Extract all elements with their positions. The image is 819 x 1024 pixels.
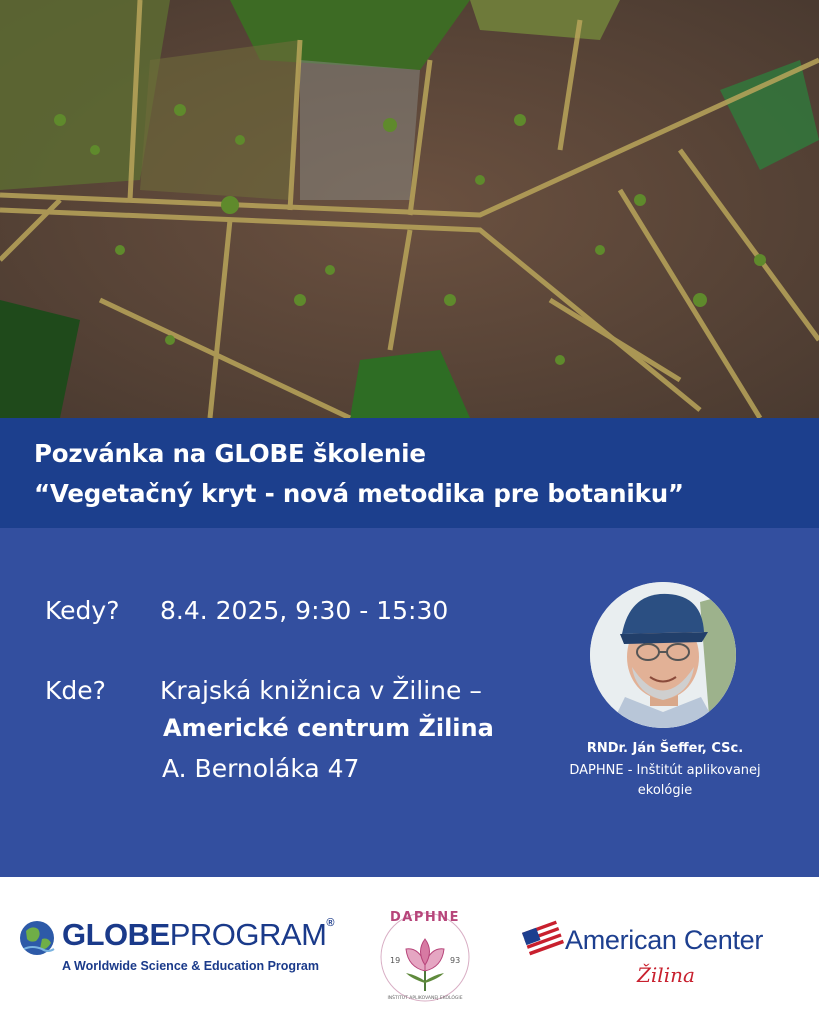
daphne-logo[interactable] — [370, 899, 480, 1009]
daphne-year-right: 93 — [450, 956, 461, 965]
logo-strip — [0, 877, 819, 1024]
daphne-year-left: 19 — [390, 956, 401, 965]
american-center-city: Žilina — [637, 963, 695, 987]
globe-wordmark-program: PROGRAM — [169, 917, 327, 952]
daphne-flower-icon — [406, 939, 444, 991]
aerial-field-photo — [0, 0, 819, 418]
speaker-org-line-2: ekológie — [637, 783, 693, 798]
globe-wordmark-bold: GLOBE — [62, 917, 170, 952]
when-label: Kedy? — [45, 596, 120, 625]
daphne-name: DAPHNE — [389, 910, 461, 925]
where-line-2: Americké centrum Žilina — [163, 714, 494, 742]
title-line-2: “Vegetačný kryt - nová metodika pre botaniku” — [34, 479, 684, 508]
globe-wordmark — [62, 917, 334, 953]
speaker-portrait — [590, 582, 736, 728]
title-line-1: Pozvánka na GLOBE školenie — [34, 439, 426, 468]
where-address: A. Bernoláka 47 — [162, 754, 360, 783]
globe-program-logo[interactable] — [18, 917, 338, 987]
where-line-1: Krajská knižnica v Žiline – — [160, 676, 482, 705]
flag-icon — [522, 917, 564, 959]
when-value: 8.4. 2025, 9:30 - 15:30 — [160, 596, 449, 625]
american-center-wordmark: American Center — [565, 925, 764, 955]
globe-icon — [18, 919, 58, 957]
where-label: Kde? — [45, 676, 106, 705]
title-band — [0, 418, 819, 528]
registered-mark: ® — [326, 917, 335, 929]
speaker-organization — [540, 761, 790, 801]
american-center-logo[interactable] — [522, 913, 792, 993]
speaker-org-line-1: DAPHNE - Inštitút aplikovanej — [569, 763, 761, 778]
daphne-ring-text: INŠTITÚT APLIKOVANEJ EKOLÓGIE — [387, 996, 463, 1001]
globe-tagline: A Worldwide Science & Education Program — [62, 959, 319, 973]
speaker-name: RNDr. Ján Šeffer, CSc. — [586, 741, 744, 756]
